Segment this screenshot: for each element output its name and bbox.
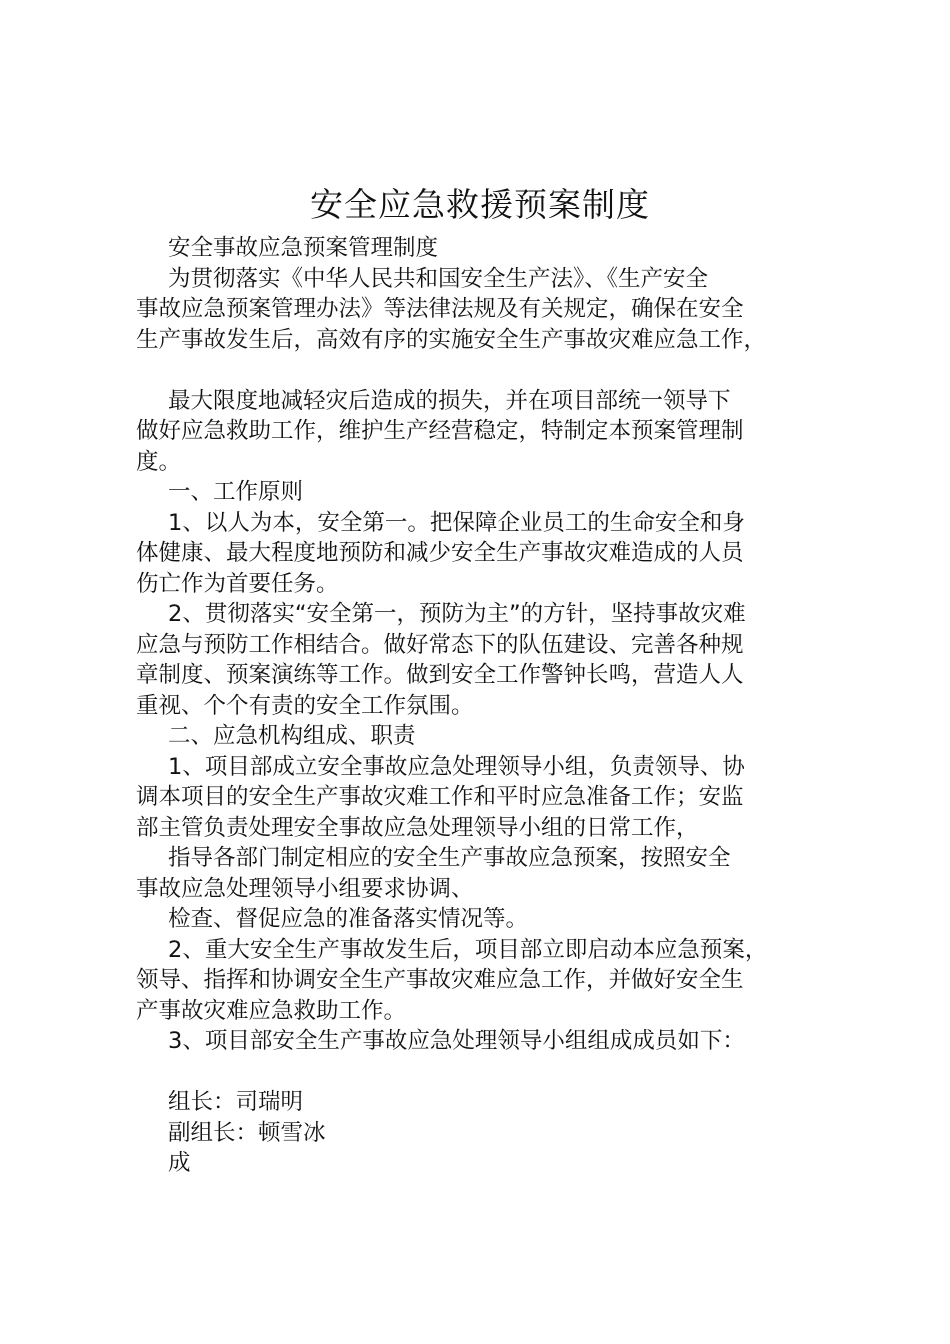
section-heading: 二、应急机构组成、职责	[168, 723, 416, 749]
paragraph-line: 领导、指挥和协调安全生产事故灾难应急工作，并做好安全生	[136, 967, 744, 993]
paragraph-line: 3、项目部安全生产事故应急处理领导小组组成成员如下：	[168, 1028, 745, 1054]
paragraph-line: 做好应急救助工作，维护生产经营稳定，特制定本预案管理制	[136, 418, 744, 444]
document-title: 安全应急救援预案制度	[310, 185, 650, 224]
blank-line	[136, 355, 856, 386]
paragraph-line: 1、项目部成立安全事故应急处理领导小组，负责领导、协	[168, 753, 745, 780]
paragraph-line: 体健康、最大程度地预防和减少安全生产事故灾难造成的人员	[136, 540, 744, 566]
section-heading: 一、工作原则	[168, 479, 304, 505]
paragraph-line: 调本项目的安全生产事故灾难工作和平时应急准备工作；安监	[136, 784, 744, 810]
paragraph-line: 为贯彻落实《中华人民共和国安全生产法》、《生产安全	[168, 265, 709, 292]
document-body	[136, 233, 856, 1179]
member-line: 副组长：顿雪冰	[168, 1119, 326, 1146]
paragraph-line: 度。	[136, 448, 182, 475]
paragraph-line: 应急与预防工作相结合。做好常态下的队伍建设、完善各种规	[136, 631, 744, 658]
paragraph-line: 重视、个个有责的安全工作氛围。	[136, 692, 474, 719]
member-line: 成	[168, 1150, 191, 1176]
paragraph-line: 指导各部门制定相应的安全生产事故应急预案，按照安全	[168, 845, 731, 871]
paragraph-line: 检查、督促应急的准备落实情况等。	[168, 906, 529, 932]
paragraph-line: 事故应急预案管理办法》等法律法规及有关规定，确保在安全	[136, 296, 744, 322]
paragraph-line: 2、贯彻落实“安全第一，预防为主”的方针，坚持事故灾难	[168, 601, 746, 627]
section-heading: 安全事故应急预案管理制度	[168, 235, 439, 261]
paragraph-line: 2、重大安全生产事故发生后，项目部立即启动本应急预案，	[168, 936, 768, 963]
paragraph-line: 伤亡作为首要任务。	[136, 570, 339, 597]
paragraph-line: 产事故灾难应急救助工作。	[136, 997, 407, 1024]
blank-line	[136, 1057, 856, 1088]
paragraph-line: 章制度、预案演练等工作。做到安全工作警钟长鸣，营造人人	[136, 662, 744, 688]
paragraph-line: 部主管负责处理安全事故应急处理领导小组的日常工作，	[136, 814, 699, 841]
member-line: 组长：司瑞明	[168, 1089, 304, 1115]
paragraph-line: 生产事故发生后，高效有序的实施安全生产事故灾难应急工作，	[136, 326, 767, 353]
paragraph-line: 事故应急处理领导小组要求协调、	[136, 875, 474, 902]
paragraph-line: 1、以人为本，安全第一。把保障企业员工的生命安全和身	[168, 509, 745, 536]
paragraph-line: 最大限度地减轻灾后造成的损失，并在项目部统一领导下	[168, 387, 731, 414]
